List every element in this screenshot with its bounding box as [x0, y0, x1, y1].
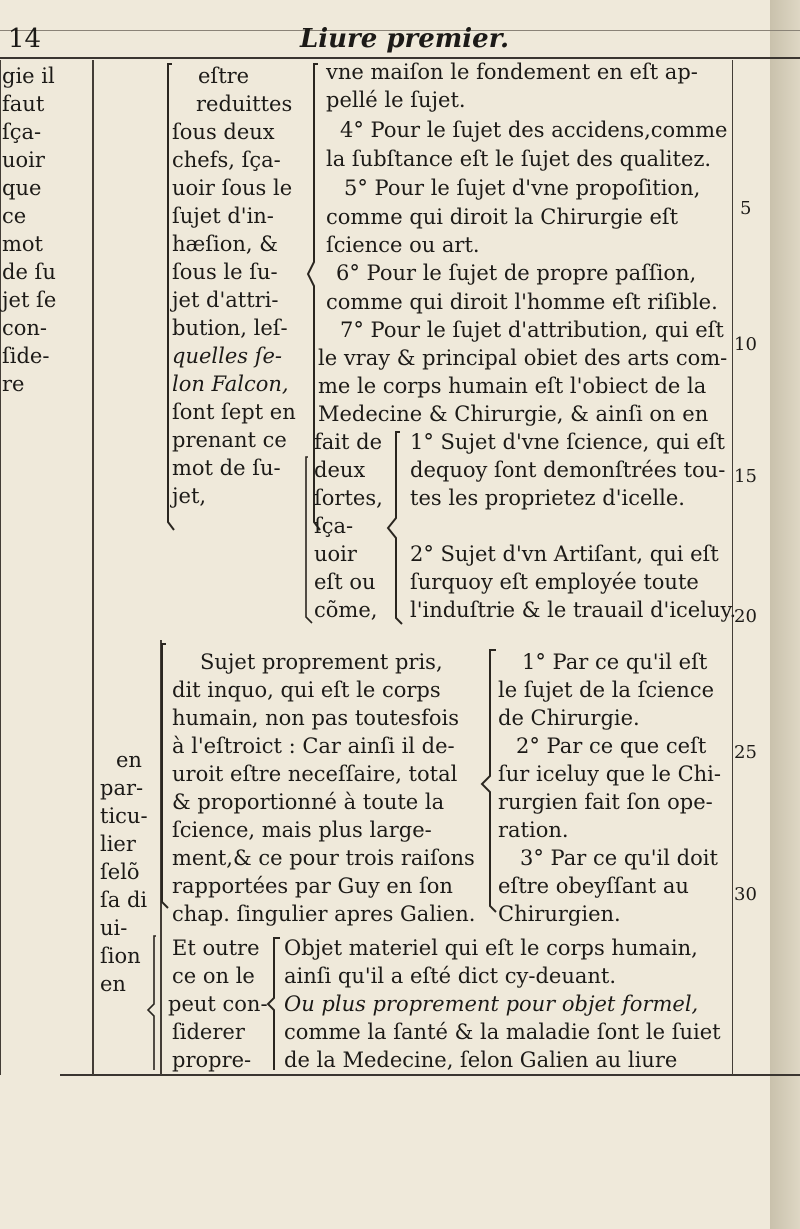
left-line: faut: [2, 92, 45, 116]
left-line: mot: [2, 232, 43, 256]
sujet-line: & proportionné à toute la: [172, 790, 445, 814]
outre-line: propre-: [172, 1048, 252, 1072]
col2-line: eſtre: [198, 64, 250, 88]
col2-line: mot de ſu-: [172, 456, 281, 480]
outre-line: Et outre: [172, 936, 260, 960]
outre-line: ſiderer: [172, 1020, 245, 1044]
col2-line: ſous le ſu-: [172, 260, 278, 284]
reason-line: Chirurgien.: [498, 902, 621, 926]
left-line: ſça-: [2, 120, 42, 144]
main-line: 4° Pour le ſujet des accidens,comme: [340, 118, 728, 142]
particular-line: par-: [100, 776, 144, 800]
main-line: 6° Pour le ſujet de propre paſſion,: [336, 261, 697, 285]
outre-line: ce on le: [172, 964, 255, 988]
left-line: ſide-: [2, 344, 50, 368]
col2-line: jet,: [172, 484, 207, 508]
reason-line: de Chirurgie.: [498, 706, 640, 730]
reason-line: rurgien fait ſon ope-: [498, 790, 713, 814]
sortes-line: l'induſtrie & le trauail d'iceluy.: [410, 598, 737, 622]
particular-line: lier: [100, 832, 136, 856]
sujet-line: ſcience, mais plus large-: [172, 818, 432, 842]
col2-line: chefs, ſça-: [172, 148, 281, 172]
left-line: con-: [2, 316, 48, 340]
main-line: la ſubſtance eſt le ſujet des qualitez.: [326, 147, 712, 171]
col2-line: prenant ce: [172, 428, 287, 452]
col2-line: lon Falcon,: [172, 372, 289, 396]
line-number: 25: [734, 742, 757, 763]
line-number: 10: [734, 334, 757, 355]
sortes-line: 2° Sujet d'vn Artiſant, qui eſt: [410, 542, 719, 566]
brace-deux-left: [300, 455, 314, 625]
deux-line: ſortes,: [314, 486, 383, 510]
left-line: re: [2, 372, 25, 396]
brace-sortes: [384, 428, 406, 628]
column-rule-left: [0, 60, 1, 1075]
particular-line: ſa di: [100, 888, 148, 912]
sujet-line: ment,& ce pour trois raiſons: [172, 846, 475, 870]
main-line: le vray & principal obiet des arts com-: [318, 346, 728, 370]
sujet-line: dit inquo, qui eſt le corps: [172, 678, 441, 702]
main-line: ſcience ou art.: [326, 233, 480, 257]
main-line: pellé le ſujet.: [326, 88, 466, 112]
col2-line: bution, leſ-: [172, 316, 288, 340]
sujet-line: chap. ſingulier apres Galien.: [172, 902, 476, 926]
left-line: que: [2, 176, 42, 200]
col2-line: ſujet d'in-: [172, 204, 274, 228]
column-rule-1: [92, 60, 94, 1075]
outre-item: Ou plus proprement pour objet formel,: [284, 992, 699, 1016]
main-line: 7° Pour le ſujet d'attribution, qui eſt: [340, 318, 724, 342]
left-line: jet ſe: [2, 288, 57, 312]
deux-line: deux: [314, 458, 366, 482]
main-line: comme qui diroit la Chirurgie eſt: [326, 205, 679, 229]
particular-line: ſelõ: [100, 860, 140, 884]
col2-line: ſont ſept en: [172, 400, 296, 424]
line-number: 30: [734, 884, 757, 905]
sujet-line: uroit eſtre neceſſaire, total: [172, 762, 458, 786]
line-number: 15: [734, 466, 757, 487]
main-line: me le corps humain eſt l'obiect de la: [318, 374, 707, 398]
deux-line: cõme,: [314, 598, 378, 622]
particular-line: ſion: [100, 944, 141, 968]
reason-line: le ſujet de la ſcience: [498, 678, 715, 702]
left-line: ce: [2, 204, 27, 228]
left-line: uoir: [2, 148, 45, 172]
header-rule: [0, 57, 800, 59]
main-line: 5° Pour le ſujet d'vne propoſition,: [344, 176, 701, 200]
deux-line: ſça-: [314, 514, 354, 538]
reason-line: ſur iceluy que le Chi-: [498, 762, 721, 786]
col2-line: jet d'attri-: [172, 288, 279, 312]
brace-outre: [264, 934, 284, 1074]
deux-line: uoir: [314, 542, 357, 566]
main-line: comme qui diroit l'homme eſt riſible.: [326, 290, 718, 314]
page-gutter: [770, 0, 800, 1229]
outre-item: ainſi qu'il a eſté dict cy-deuant.: [284, 964, 617, 988]
outre-item: de la Medecine, ſelon Galien au liure: [284, 1048, 678, 1072]
left-line: gie il: [2, 64, 55, 88]
page-number: 14: [8, 24, 42, 54]
sujet-line: Sujet proprement pris,: [200, 650, 443, 674]
footer-rule: [60, 1074, 800, 1076]
outre-item: Objet materiel qui eſt le corps humain,: [284, 936, 698, 960]
sortes-line: dequoy ſont demonſtrées tou-: [410, 458, 726, 482]
outre-line: peut con-: [168, 992, 268, 1016]
reason-line: 3° Par ce qu'il doit: [520, 846, 718, 870]
main-line: vne maiſon le fondement en eſt ap-: [326, 60, 698, 84]
particular-line: ticu-: [100, 804, 148, 828]
left-line: de ſu: [2, 260, 56, 284]
col2-line: ſous deux: [172, 120, 275, 144]
reason-line: 2° Par ce que ceſt: [516, 734, 707, 758]
col2-line: uoir ſous le: [172, 176, 293, 200]
col2-line: hæſion, &: [172, 232, 278, 256]
line-number: 5: [740, 198, 752, 219]
deux-line: eſt ou: [314, 570, 376, 594]
particular-line: ui-: [100, 916, 128, 940]
running-title: Liure premier.: [300, 24, 510, 54]
sortes-line: 1° Sujet d'vne ſcience, qui eſt: [410, 430, 725, 454]
main-line: fait de: [314, 430, 382, 454]
main-line: Medecine & Chirurgie, & ainſi on en: [318, 402, 709, 426]
particular-line: en: [100, 972, 126, 996]
column-rule-right: [732, 60, 733, 1075]
sortes-line: ſurquoy eſt employée toute: [410, 570, 699, 594]
reason-line: eſtre obeyſſant au: [498, 874, 689, 898]
line-number: 20: [734, 606, 757, 627]
col2-line: reduittes: [196, 92, 293, 116]
reason-line: 1° Par ce qu'il eſt: [522, 650, 708, 674]
sujet-line: rapportées par Guy en ſon: [172, 874, 453, 898]
particular-line: en: [116, 748, 142, 772]
col2-line: quelles ſe-: [172, 344, 283, 368]
brace-sujet: [150, 642, 172, 912]
brace-outre-left: [144, 934, 160, 1074]
reason-line: ration.: [498, 818, 569, 842]
outre-item: comme la ſanté & la maladie ſont le ſuiet: [284, 1020, 721, 1044]
sujet-line: à l'eſtroict : Car ainſi il de-: [172, 734, 455, 758]
sortes-line: tes les proprietez d'icelle.: [410, 486, 685, 510]
sujet-line: humain, non pas toutesfois: [172, 706, 460, 730]
